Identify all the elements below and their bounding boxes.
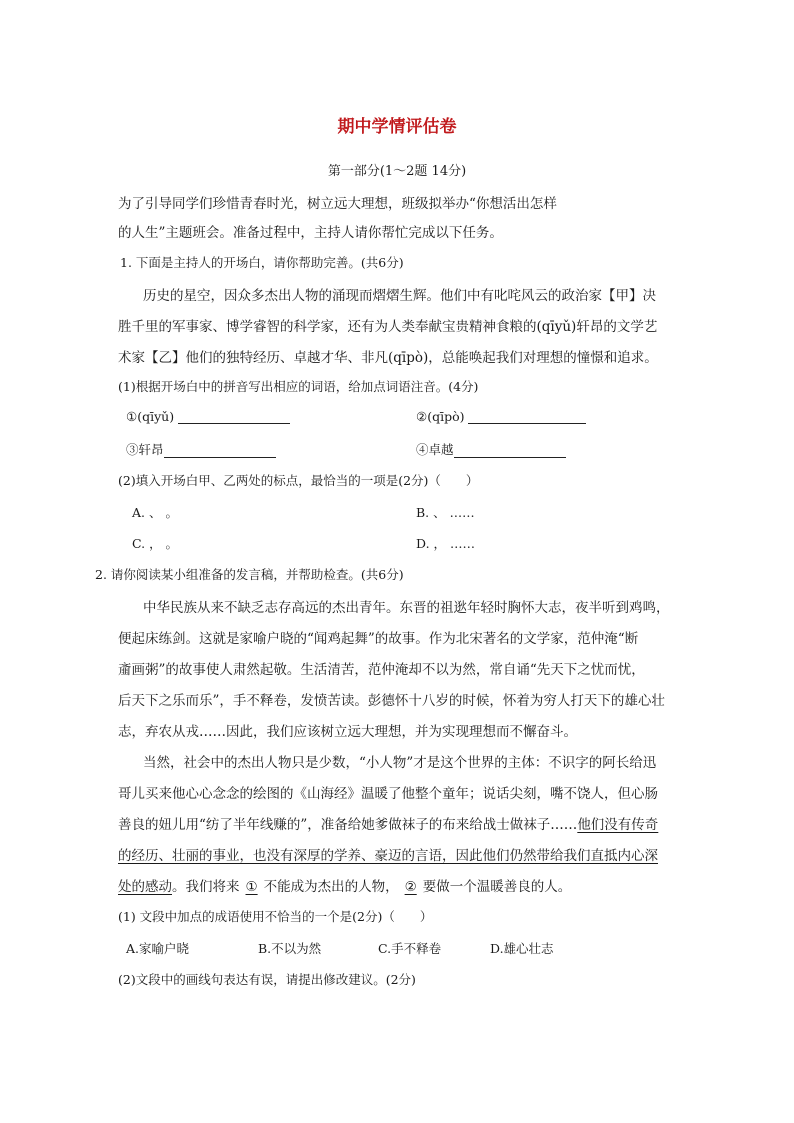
q2-sub-question-2: (2)文段中的画线句表达有误，请提出修改建议。(2分) (118, 972, 416, 987)
intro-line-1: 为了引导同学们珍惜青春时光，树立远大理想，班级拟举办“你想活出怎样 (118, 196, 557, 212)
question-1-stem: 1. 下面是主持人的开场白，请你帮助完善。(共6分) (120, 255, 404, 270)
underlined-sentence-part-3: 处的感动 (118, 879, 172, 895)
page-title: 期中学情评估卷 (337, 117, 457, 137)
q2-option-d[interactable]: D.雄心壮志 (490, 941, 554, 956)
q1-passage-line-3: 术家【乙】他们的独特经历、卓越才华、非凡(qīpò)，总能唤起我们对理想的憧憬和追求。 (118, 350, 658, 366)
answer-blank-1[interactable] (178, 409, 290, 424)
intro-line-2: 的人生”主题班会。准备过程中，主持人请你帮忙完成以下任务。 (118, 225, 503, 241)
blank-item-3: ③轩昂 (126, 440, 276, 458)
blank-marker-1: ① (245, 879, 258, 895)
q1-option-a[interactable]: A. 、 。 (132, 505, 178, 520)
q2-para2-line-1: 当然，社会中的杰出人物只是少数，“小人物”才是这个世界的主体：不识字的阿长给迅 (143, 755, 657, 771)
q2-para2-line-5: 处的感动。我们将来 ① 不能成为杰出的人物， ② 要做一个温暖善良的人。 (118, 879, 572, 895)
underlined-sentence-part-2: 的经历、壮丽的事业，也没有深厚的学养、豪迈的言语，因此他们仍然带给我们直抵内心深 (118, 848, 658, 864)
q1-option-b[interactable]: B. 、 …… (416, 505, 475, 520)
blank-item-4: ④卓越 (416, 440, 566, 458)
blank-item-1: ①(qīyǔ) (126, 409, 290, 424)
q2-para1-line-2: 便起床练剑。这就是家喻户晓的“闻鸡起舞”的故事。作为北宋著名的文学家，范仲淹“断 (118, 631, 639, 647)
q2-option-c[interactable]: C.手不释卷 (378, 941, 442, 956)
q1-passage-line-2: 胜千里的军事家、博学睿智的科学家，还有为人类奉献宝贵精神食粮的(qīyǔ)轩昂的文学艺 (118, 319, 658, 335)
q2-para1-line-3: 齑画粥”的故事使人肃然起敬。生活清苦，范仲淹却不以为然，常自诵“先天下之忧而忧， (118, 662, 645, 678)
q2-para2-line-3: 善良的妞儿用“纺了半年线赚的”，准备给她爹做袜子的布来给战士做袜子……他们没有传奇 (118, 817, 659, 833)
blank-item-2: ②(qīpò) (416, 409, 586, 424)
underlined-sentence-part-1: 他们没有传奇 (577, 817, 659, 833)
q2-para1-line-4: 后天下之乐而乐”，手不释卷，发愤苦读。彭德怀十八岁的时候，怀着为穷人打天下的雄心壮 (118, 693, 665, 709)
q2-para1-line-1: 中华民族从来不缺乏志存高远的杰出青年。东晋的祖逖年轻时胸怀大志，夜半听到鸡鸣， (143, 600, 670, 616)
q2-sub-question-1: (1) 文段中加点的成语使用不恰当的一个是(2分)（ ） (118, 909, 433, 924)
blank-marker-2: ② (404, 879, 417, 895)
q1-option-d[interactable]: D. ， …… (416, 536, 475, 551)
q2-option-a[interactable]: A.家喻户晓 (126, 941, 190, 956)
q2-para2-line-2: 哥儿买来他心心念念的绘图的《山海经》温暖了他整个童年；说话尖刻，嘴不饶人，但心肠 (118, 786, 658, 802)
q2-para1-line-5: 志，弃农从戎……因此，我们应该树立远大理想，并为实现理想而不懈奋斗。 (118, 724, 577, 740)
answer-blank-2[interactable] (468, 409, 586, 424)
question-2-stem: 2. 请你阅读某小组准备的发言稿，并帮助检查。(共6分) (95, 567, 404, 582)
q2-option-b[interactable]: B.不以为然 (258, 941, 322, 956)
q1-sub-question-2: (2)填入开场白甲、乙两处的标点，最恰当的一项是(2分)（ ） (118, 473, 479, 488)
answer-blank-3[interactable] (164, 443, 276, 458)
part-heading: 第一部分(1～2题 14分) (327, 164, 467, 179)
q1-option-c[interactable]: C. ， 。 (132, 536, 179, 551)
q1-sub-question-1: (1)根据开场白中的拼音写出相应的词语，给加点词语注音。(4分) (118, 379, 479, 394)
answer-blank-4[interactable] (454, 443, 566, 458)
q1-passage-line-1: 历史的星空，因众多杰出人物的涌现而熠熠生辉。他们中有叱咤风云的政治家【甲】决 (143, 288, 656, 304)
